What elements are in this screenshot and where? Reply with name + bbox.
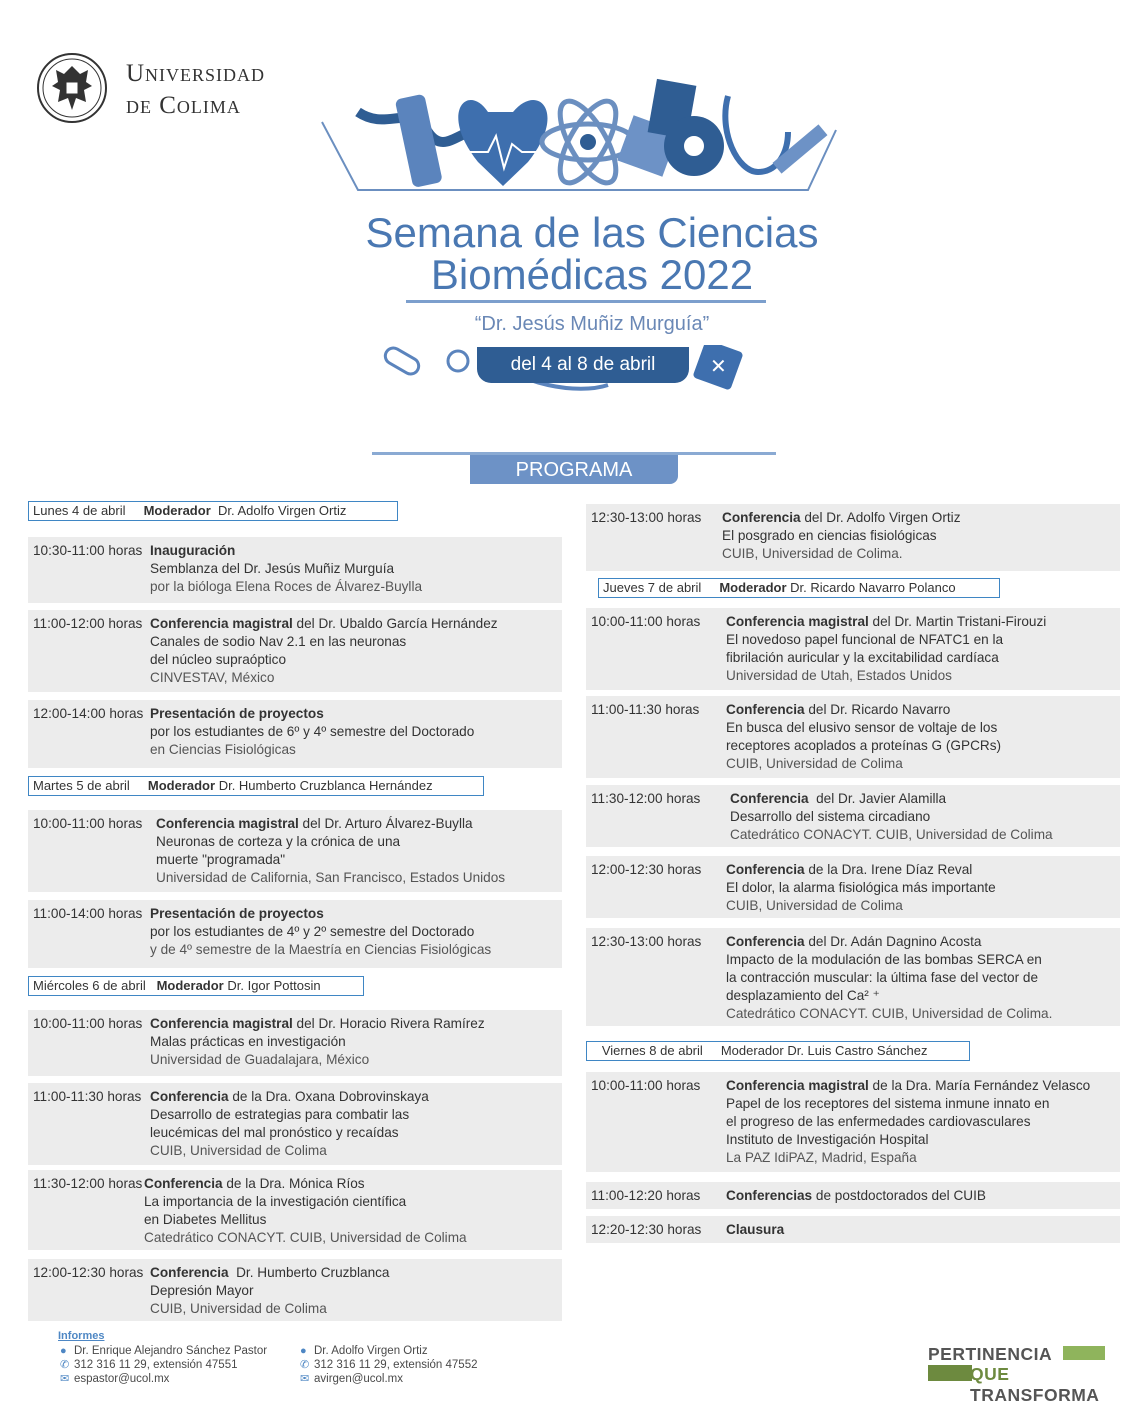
session-content xyxy=(730,790,1053,844)
moderator-name: Dr. Humberto Cruzblanca Hernández xyxy=(218,778,433,793)
contact-email[interactable]: espastor@ucol.mx xyxy=(74,1373,170,1385)
session-type: Conferencia xyxy=(144,1176,223,1191)
session-time: 12:30-13:00 horas xyxy=(591,934,702,949)
moderator-label: Moderador xyxy=(719,580,787,595)
session-speaker: del Dr. Adán Dagnino Acosta xyxy=(804,934,982,949)
session-detail-line: por los estudiantes de 6º y 4º semestre del Doctorado xyxy=(150,724,475,739)
session-detail-line: Semblanza del Dr. Jesús Muñiz Murguía xyxy=(150,561,395,576)
day-header-tuesday xyxy=(28,776,484,796)
session-detail-line: El posgrado en ciencias fisiológicas xyxy=(722,528,937,543)
session-detail-line: Universidad de Guadalajara, México xyxy=(150,1052,370,1067)
session-speaker: del Dr. Arturo Álvarez-Buylla xyxy=(298,816,473,831)
session-speaker: del Dr. Horacio Rivera Ramírez xyxy=(292,1016,485,1031)
session-detail-line: CUIB, Universidad de Colima xyxy=(150,1143,327,1158)
session-heading xyxy=(150,1088,429,1106)
session-time: 12:00-14:00 horas xyxy=(33,706,144,721)
event-title xyxy=(300,209,884,298)
title-underline xyxy=(406,300,766,303)
session-detail-line: Catedrático CONACYT. CUIB, Universidad de Colima. xyxy=(726,1006,1053,1021)
session-type: Presentación de proyectos xyxy=(150,906,324,921)
moderator-label: Moderador xyxy=(147,778,216,793)
session-detail-line: Catedrático CONACYT. CUIB, Universidad de Colima xyxy=(730,827,1053,842)
university-seal-logo xyxy=(36,52,108,124)
session-time: 12:20-12:30 horas xyxy=(591,1222,702,1237)
email-icon: ✉ xyxy=(60,1373,70,1385)
moderator-name: Dr. Adolfo Virgen Ortiz xyxy=(217,503,347,518)
contact-email[interactable]: avirgen@ucol.mx xyxy=(314,1373,404,1385)
session-detail-line: Universidad de California, San Francisco, Estados Unidos xyxy=(156,870,506,885)
session-speaker: de la Dra. Mónica Ríos xyxy=(222,1176,365,1191)
session-time: 10:00-11:00 horas xyxy=(591,1078,701,1093)
biomedical-icons-banner xyxy=(318,72,840,194)
session-heading xyxy=(726,861,996,879)
event-title-line1: Semana de las Ciencias xyxy=(365,209,819,256)
session-detail-line: desplazamiento del Ca² ⁺ xyxy=(726,988,880,1003)
session-detail-line: por la bióloga Elena Roces de Álvarez-Buylla xyxy=(150,579,423,594)
session-speaker: del Dr. Ubaldo García Hernández xyxy=(292,616,498,631)
slogan-bar xyxy=(928,1365,972,1381)
session-type: Conferencias xyxy=(726,1188,813,1203)
event-title-line2: Biomédicas 2022 xyxy=(430,251,754,298)
day-label: Viernes 8 de abril xyxy=(601,1043,703,1058)
session-type: Conferencia xyxy=(150,1089,229,1104)
contact-phone: 312 316 11 29, extensión 47552 xyxy=(314,1359,478,1371)
programa-heading: PROGRAMA xyxy=(470,455,678,484)
session-speaker: de la Dra. Irene Díaz Reval xyxy=(804,862,973,877)
session-heading xyxy=(726,1221,784,1239)
slogan-line1: PERTINENCIA xyxy=(928,1344,1053,1364)
session-type: Presentación de proyectos xyxy=(150,706,324,721)
session-detail-line: Desarrollo de estrategias para combatir las xyxy=(150,1107,410,1122)
email-icon: ✉ xyxy=(300,1373,310,1385)
session-type: Conferencia magistral xyxy=(150,616,293,631)
session-content xyxy=(726,861,996,915)
session-detail-line: en Diabetes Mellitus xyxy=(144,1212,267,1227)
contact-2 xyxy=(300,1344,477,1386)
session-time: 11:00-11:30 horas xyxy=(33,1089,142,1104)
day-header-wednesday xyxy=(28,976,364,996)
session-type: Conferencia magistral xyxy=(156,816,299,831)
contact-phone: 312 316 11 29, extensión 47551 xyxy=(74,1359,238,1371)
event-honoree: “Dr. Jesús Muñiz Murguía” xyxy=(474,313,710,335)
session-detail-line: Catedrático CONACYT. CUIB, Universidad de Colima xyxy=(144,1230,467,1245)
session-content xyxy=(726,1221,784,1239)
session-content xyxy=(150,1088,429,1160)
session-detail-line: CUIB, Universidad de Colima xyxy=(726,898,903,913)
session-time: 11:00-14:00 horas xyxy=(33,906,143,921)
session-block xyxy=(586,1072,1120,1172)
session-time: 10:00-11:00 horas xyxy=(591,614,701,629)
session-content xyxy=(150,615,498,687)
slogan-transforma: TRANSFORMA xyxy=(970,1385,1100,1405)
session-block xyxy=(28,700,562,768)
session-detail-line: CINVESTAV, México xyxy=(150,670,275,685)
session-heading xyxy=(726,933,1052,951)
session-heading xyxy=(726,701,1001,719)
university-name-line1: Universidad xyxy=(126,60,266,87)
session-block xyxy=(586,1216,1120,1243)
session-detail-line: Canales de sodio Nav 2.1 en las neuronas xyxy=(150,634,407,649)
session-detail-line: receptores acoplados a proteínas G (GPCRs) xyxy=(726,738,1002,753)
session-time: 11:30-12:00 horas xyxy=(591,791,701,806)
session-block xyxy=(28,1083,562,1165)
session-detail-line: leucémicas del mal pronóstico y recaídas xyxy=(150,1125,399,1140)
session-type: Conferencia xyxy=(150,1265,229,1280)
session-detail-line: y de 4º semestre de la Maestría en Ciencias Fisiológicas xyxy=(150,942,492,957)
session-speaker: de postdoctorados del CUIB xyxy=(812,1188,986,1203)
session-time: 10:00-11:00 horas xyxy=(33,1016,143,1031)
session-content xyxy=(726,701,1001,773)
session-speaker: del Dr. Adolfo Virgen Ortiz xyxy=(800,510,961,525)
session-content xyxy=(726,613,1046,685)
moderator-name: Dr. Igor Pottosin xyxy=(227,978,321,993)
session-time: 11:00-12:20 horas xyxy=(591,1188,701,1203)
session-block xyxy=(586,785,1120,847)
session-detail-line: muerte "programada" xyxy=(156,852,286,867)
session-detail-line: Desarrollo del sistema circadiano xyxy=(730,809,931,824)
session-detail-line: La PAZ IdiPAZ, Madrid, España xyxy=(726,1150,917,1165)
session-content xyxy=(150,905,491,959)
session-speaker: de la Dra. Oxana Dobrovinskaya xyxy=(228,1089,429,1104)
contact-name: Dr. Enrique Alejandro Sánchez Pastor xyxy=(74,1345,268,1357)
session-detail-line: por los estudiantes de 4º y 2º semestre del Doctorado xyxy=(150,924,475,939)
session-content xyxy=(156,815,505,887)
session-block xyxy=(586,928,1120,1026)
session-content xyxy=(726,1187,986,1205)
session-heading xyxy=(144,1175,467,1193)
session-detail-line: El dolor, la alarma fisiológica más importante xyxy=(726,880,996,895)
session-content xyxy=(726,1077,1090,1167)
session-heading xyxy=(726,1077,1090,1095)
phone-icon: ✆ xyxy=(60,1359,70,1371)
session-block xyxy=(28,1170,562,1250)
session-detail-line: en Ciencias Fisiológicas xyxy=(150,742,296,757)
slogan-bar xyxy=(1063,1346,1105,1360)
session-detail-line: CUIB, Universidad de Colima xyxy=(726,756,903,771)
session-content xyxy=(150,1264,389,1318)
person-icon: ● xyxy=(300,1345,307,1357)
slogan-que: QUE xyxy=(970,1364,1010,1384)
session-heading xyxy=(150,705,474,723)
session-block xyxy=(586,696,1120,778)
session-detail-line: En busca del elusivo sensor de voltaje de los xyxy=(726,720,998,735)
session-speaker: del Dr. Ricardo Navarro xyxy=(804,702,951,717)
session-speaker: del Dr. Martin Tristani-Firouzi xyxy=(868,614,1047,629)
person-icon: ● xyxy=(60,1345,67,1357)
session-time: 12:00-12:30 horas xyxy=(33,1265,144,1280)
session-detail-line: Instituto de Investigación Hospital xyxy=(726,1132,929,1147)
session-type: Conferencia xyxy=(726,934,805,949)
session-block xyxy=(28,810,562,892)
session-type: Conferencia magistral xyxy=(726,614,869,629)
session-heading xyxy=(150,615,498,633)
session-heading xyxy=(150,905,491,923)
session-detail-line: la contracción muscular: la última fase del vector de xyxy=(726,970,1039,985)
phone-icon: ✆ xyxy=(300,1359,310,1371)
contact-name: Dr. Adolfo Virgen Ortiz xyxy=(314,1345,428,1357)
session-content xyxy=(144,1175,467,1247)
session-speaker: del Dr. Javier Alamilla xyxy=(808,791,947,806)
session-block xyxy=(28,537,562,603)
session-heading xyxy=(150,1264,389,1282)
university-name xyxy=(126,58,265,122)
session-detail-line: Malas prácticas en investigación xyxy=(150,1034,346,1049)
session-type: Conferencia magistral xyxy=(726,1078,869,1093)
session-block xyxy=(586,1182,1120,1209)
session-block xyxy=(28,1259,562,1321)
session-detail-line: CUIB, Universidad de Colima. xyxy=(722,546,903,561)
session-time: 11:00-12:00 horas xyxy=(33,616,143,631)
session-time: 12:30-13:00 horas xyxy=(591,510,702,525)
session-time: 10:00-11:00 horas xyxy=(33,816,143,831)
session-type: Conferencia xyxy=(722,510,801,525)
session-content xyxy=(150,705,474,759)
session-type: Inauguración xyxy=(150,543,236,558)
event-dates-badge: del 4 al 8 de abril xyxy=(477,347,689,383)
moderator-label: Moderador xyxy=(156,978,224,993)
session-time: 11:00-11:30 horas xyxy=(591,702,700,717)
session-block xyxy=(28,900,562,968)
session-content xyxy=(150,542,422,596)
session-heading xyxy=(730,790,1053,808)
session-block xyxy=(586,504,1120,571)
session-detail-line: fibrilación auricular y la excitabilidad cardíaca xyxy=(726,650,999,665)
session-type: Conferencia xyxy=(726,702,805,717)
day-label: Lunes 4 de abril xyxy=(33,503,126,518)
session-detail-line: Papel de los receptores del sistema inmune innato en xyxy=(726,1096,1050,1111)
session-detail-line: CUIB, Universidad de Colima xyxy=(150,1301,327,1316)
contact-1 xyxy=(60,1344,267,1386)
slogan-line2 xyxy=(970,1364,1108,1406)
session-speaker: Dr. Humberto Cruzblanca xyxy=(228,1265,390,1280)
session-heading xyxy=(726,1187,986,1205)
session-block xyxy=(28,1010,562,1076)
session-block xyxy=(586,856,1120,918)
session-detail-line: del núcleo supraóptico xyxy=(150,652,287,667)
session-content xyxy=(150,1015,485,1069)
pertinencia-slogan-logo xyxy=(928,1344,1108,1405)
session-detail-line: Neuronas de corteza y la crónica de una xyxy=(156,834,401,849)
session-detail-line: La importancia de la investigación científica xyxy=(144,1194,407,1209)
session-block xyxy=(28,610,562,692)
session-detail-line: el progreso de las enfermedades cardiovasculares xyxy=(726,1114,1031,1129)
session-detail-line: Universidad de Utah, Estados Unidos xyxy=(726,668,952,683)
session-time: 11:30-12:00 horas xyxy=(33,1176,143,1191)
svg-text:✕: ✕ xyxy=(710,354,727,378)
session-time: 10:30-11:00 horas xyxy=(33,543,143,558)
day-label: Jueves 7 de abril xyxy=(603,580,702,595)
session-heading xyxy=(722,509,961,527)
session-type: Conferencia magistral xyxy=(150,1016,293,1031)
session-type: Conferencia xyxy=(730,791,809,806)
day-header-thursday xyxy=(598,578,1000,598)
informes-label: Informes xyxy=(58,1330,105,1342)
day-header-friday xyxy=(586,1041,970,1061)
moderator-name: Moderador Dr. Luis Castro Sánchez xyxy=(720,1043,928,1058)
session-heading xyxy=(150,1015,485,1033)
session-heading xyxy=(150,542,422,560)
session-detail-line: Depresión Mayor xyxy=(150,1283,254,1298)
day-label: Miércoles 6 de abril xyxy=(33,978,146,993)
session-block xyxy=(586,608,1120,690)
moderator-label: Moderador xyxy=(143,503,211,518)
session-type: Conferencia xyxy=(726,862,805,877)
day-header-monday xyxy=(28,501,398,521)
session-detail-line: El novedoso papel funcional de NFATC1 en la xyxy=(726,632,1004,647)
session-time: 12:00-12:30 horas xyxy=(591,862,702,877)
session-type: Clausura xyxy=(726,1222,785,1237)
session-speaker: de la Dra. María Fernández Velasco xyxy=(868,1078,1091,1093)
university-name-line2: de Colima xyxy=(126,92,241,119)
session-content xyxy=(726,933,1052,1023)
moderator-name: Dr. Ricardo Navarro Polanco xyxy=(790,580,956,595)
session-heading xyxy=(726,613,1046,631)
session-heading xyxy=(156,815,505,833)
session-detail-line: Impacto de la modulación de las bombas SERCA en xyxy=(726,952,1042,967)
day-label: Martes 5 de abril xyxy=(33,778,130,793)
session-content xyxy=(722,509,961,563)
